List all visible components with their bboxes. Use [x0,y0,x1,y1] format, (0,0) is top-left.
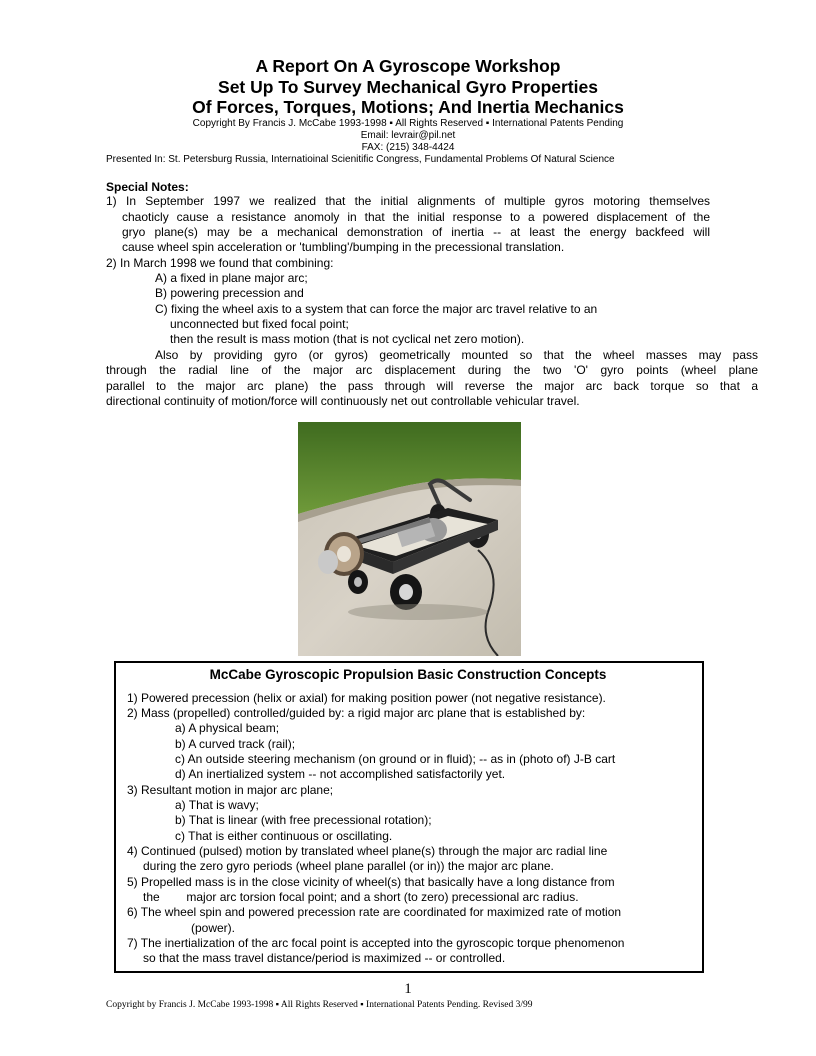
concept-line: 3) Resultant motion in major arc plane; [127,783,334,797]
email-line: Email: levrair@pil.net [360,130,456,141]
note-line: gryo plane(s) may be a mechanical demonstration of inertia -- at least the energy backfeed will [122,225,710,239]
note-line: 2) In March 1998 we found that combining: [106,256,334,270]
concept-line: 7) The inertialization of the arc focal point is accepted into the gyroscopic torque phenomenon [127,936,625,950]
concept-line: 2) Mass (propelled) controlled/guided by: a rigid major arc plane that is established by: [127,706,586,720]
title-line-1: A Report On A Gyroscope Workshop [255,56,561,76]
copyright-line: Copyright By Francis J. McCabe 1993-1998 ▪ All Rights Reserved ▪ International Patents Pending [192,118,624,129]
footer-copyright: Copyright by Francis J. McCabe 1993-1998 ▪ All Rights Reserved ▪ International Patents Pending. Revised 3/99 [106,1000,533,1010]
note-line: B) powering precession and [155,286,304,300]
special-notes-heading: Special Notes: [106,180,189,194]
concepts-title: McCabe Gyroscopic Propulsion Basic Construction Concepts [209,667,607,682]
gyro-cart-photo [298,422,521,656]
concept-line: 6) The wheel spin and powered precession rate are coordinated for maximized rate of motion [127,905,622,919]
title-line-2: Set Up To Survey Mechanical Gyro Properties [218,77,598,97]
concept-line: a) A physical beam; [175,721,280,735]
page-number: 1 [404,981,412,997]
note-line: through the radial line of the major arc displacement during the two 'O' gyro points (wheel plane [106,363,758,377]
note-line: then the result is mass motion (that is not cyclical net zero motion). [170,332,525,346]
concept-line: c) An outside steering mechanism (on ground or in fluid); -- as in (photo of) J-B cart [175,752,616,766]
concept-line: so that the mass travel distance/period is maximized -- or controlled. [143,951,506,965]
concept-line: 5) Propelled mass is in the close vicinity of wheel(s) that basically have a long distance from [127,875,615,889]
note-line: C) fixing the wheel axis to a system that can force the major arc travel relative to an [155,302,598,316]
concept-line: 1) Powered precession (helix or axial) for making position power (not negative resistance). [127,691,606,705]
note-line: Also by providing gyro (or gyros) geometrically mounted so that the wheel masses may pass [155,348,758,362]
note-line: unconnected but fixed focal point; [170,317,349,331]
concept-line: b) That is linear (with free precessional rotation); [175,813,432,827]
concept-line: during the zero gyro periods (wheel plane parallel (or in)) the major arc plane. [143,859,554,873]
note-line: parallel to the major arc plane) the pass through will reverse the major arc back torque so that a [106,379,758,393]
concept-line: c) That is either continuous or oscillating. [175,829,393,843]
note-line: cause wheel spin acceleration or 'tumbling'/bumping in the precessional translation. [122,240,565,254]
note-line: directional continuity of motion/force will continuously net out controllable vehicular travel. [106,394,580,408]
concept-line: 4) Continued (pulsed) motion by translated wheel plane(s) through the major arc radial line [127,844,608,858]
fax-line: FAX: (215) 348-4424 [361,142,455,153]
presented-line: Presented In: St. Petersburg Russia, Internatioinal Scienitific Congress, Fundamental Problems Of Natural Science [106,154,615,165]
note-line: A) a fixed in plane major arc; [155,271,308,285]
note-line: chaoticly cause a resistance anomoly in that the initial response to a powered displacement of the [122,210,710,224]
note-line: 1) In September 1997 we realized that the initial alignments of multiple gyros motoring themselves [106,194,710,208]
concept-line: a) That is wavy; [175,798,259,812]
concept-line: the major arc torsion focal point; and a short (to zero) precessional arc radius. [143,890,579,904]
concept-line: b) A curved track (rail); [175,737,296,751]
concept-line: (power). [191,921,236,935]
concept-line: d) An inertialized system -- not accomplished satisfactorily yet. [175,767,506,781]
title-line-3: Of Forces, Torques, Motions; And Inertia Mechanics [192,97,624,117]
